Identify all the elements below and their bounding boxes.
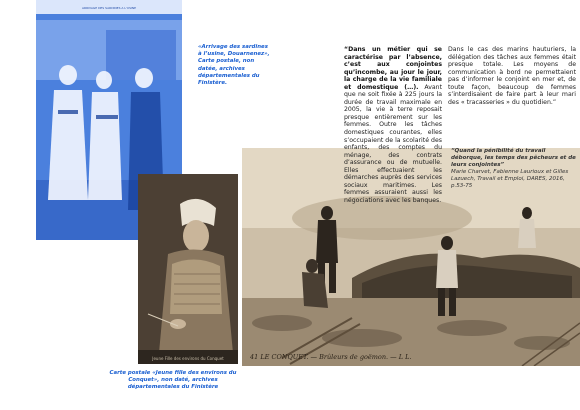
girl-caption: Carte postale «Jeune fille des environs du Conquet», non daté, archives départementales du Finistère (109, 370, 237, 391)
sardines-caption: «Arrivage des sardines à l’usine, Douarnenez», Carte postale, non datée, archives départementales du Finistère. (198, 44, 270, 87)
goemon-photo-caption: 41 LE CONQUET. — Brûleurs de goëmon. — L L. (250, 353, 412, 361)
text-column-2 (448, 46, 576, 106)
girl-photo-caption: Jeune Fille des environs du Conquet (152, 356, 224, 361)
postcard-header-text: ARRIVAGE DES SARDINES A L'USINE (81, 6, 137, 10)
photo-girl-postcard (138, 174, 238, 364)
column-2-body: Dans le cas des marins hauturiers, la délégation des tâches aux femmes était presque totale. Les moyens de communication à bord ne permettaient pas d’informer le conjoint en mer et, de toute façon, beaucoup de femmes s’interdisaient de faire part à leur mari des « tracasseries » du quotidien.” (448, 46, 576, 106)
opening-quote: “Dans un métier qui se caractérise par l’absence, c’est aux conjointes qu’incombe, au jour le jour, la charge de la vie familiale et domestique (…). (344, 46, 442, 91)
citation (451, 148, 577, 190)
column-1-body: Avant que ne soit fixée à 225 jours la durée de travail maximale en 2005, la vie à terre reposait presque entièrement sur les femmes. Outre les tâches domestiques courantes, elles s’occupaient de la scolarité des enfants, des comptes du ménage, des contrats d’assurance ou de mutuelle. Elles effectuaient les démarches auprès des services sociaux maritimes. Les femmes assuraient aussi les négociations avec les banques. (344, 83, 442, 204)
citation-title: “Quand la pénibilité du travail déborque, les temps des pêcheurs et de leurs conjointes” (451, 148, 576, 168)
text-column-1 (344, 46, 442, 204)
citation-authors: Marie Charvet, Fabienne Laurioux et Gilles Lazuech, Travail et Emploi, DARES, 2016, p.53-75 (451, 169, 569, 189)
